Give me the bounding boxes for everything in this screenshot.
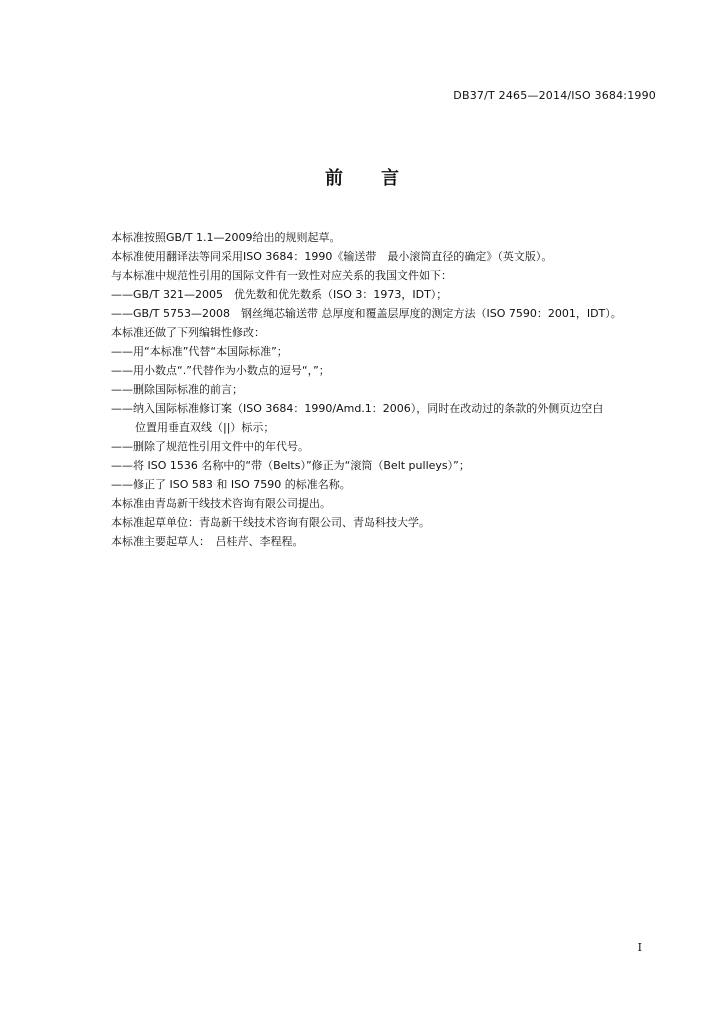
page-title: 前言	[325, 168, 437, 189]
text-line: 本标准起草单位：青岛新干线技术咨询有限公司、青岛科技大学。	[111, 516, 430, 529]
foreword-body	[111, 228, 671, 551]
text-line: ——修正了 ISO 583 和 ISO 7590 的标准名称。	[111, 478, 351, 491]
text-line: ——将 ISO 1536 名称中的“带（Belts）”修正为“滚筒（Belt pulleys）”；	[111, 459, 470, 472]
text-line: ——GB/T 5753—2008 钢丝绳芯输送带 总厚度和覆盖层厚度的测定方法（ISO 7590：2001，IDT）。	[111, 307, 622, 320]
text-line: 本标准按照GB/T 1.1—2009给出的规则起草。	[111, 231, 341, 244]
text-line: 与本标准中规范性引用的国际文件有一致性对应关系的我国文件如下：	[111, 269, 452, 282]
text-line: ——纳入国际标准修订案（ISO 3684：1990/Amd.1：2006），同时在改动过的条款的外侧页边空白	[111, 402, 604, 415]
text-line-continuation: 位置用垂直双线（||）标示；	[135, 421, 275, 434]
text-line: 本标准还做了下列编辑性修改：	[111, 326, 265, 339]
page-number: I	[637, 941, 642, 954]
text-line: ——GB/T 321—2005 优先数和优先数系（ISO 3：1973，IDT）；	[111, 288, 448, 301]
text-line: ——删除国际标准的前言；	[111, 383, 243, 396]
text-line: ——用小数点“.”代替作为小数点的逗号“，”；	[111, 364, 330, 377]
text-line: 本标准由青岛新干线技术咨询有限公司提出。	[111, 497, 331, 510]
text-line: 本标准主要起草人： 吕桂芹、李程程。	[111, 535, 304, 548]
document-code: DB37/T 2465—2014/ISO 3684:1990	[453, 89, 656, 102]
text-line: ——删除了规范性引用文件中的年代号。	[111, 440, 309, 453]
text-line: 本标准使用翻译法等同采用ISO 3684：1990《输送带 最小滚筒直径的确定》（英文版）。	[111, 250, 553, 263]
text-line: ——用“本标准”代替“本国际标准”；	[111, 345, 288, 358]
